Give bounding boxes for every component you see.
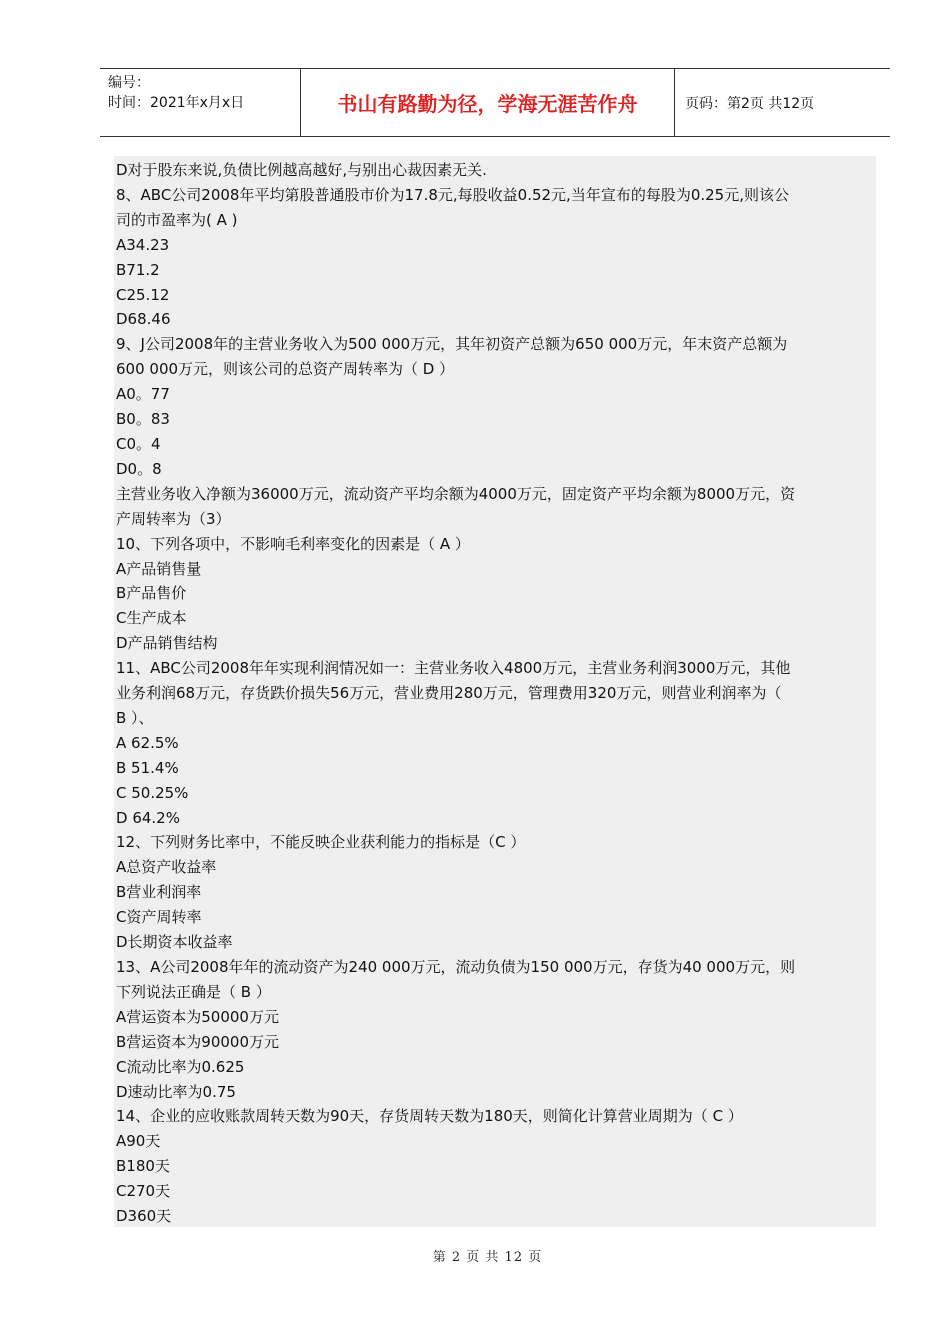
text-line: D 64.2%: [116, 808, 180, 827]
text-line: D对于股东来说,负债比例越高越好,与别出心裁因素无关.: [116, 161, 487, 179]
text-line: A90天: [116, 1132, 161, 1151]
text-line: 下列说法正确是（ B ）: [116, 982, 271, 1001]
text-line: D360天: [116, 1207, 172, 1226]
text-line: A总资产收益率: [116, 858, 217, 877]
text-line: B产品售价: [116, 584, 187, 603]
text-line: A营运资本为50000万元: [116, 1007, 279, 1026]
text-line: 10、下列各项中，不影响毛利率变化的因素是（ A ）: [116, 534, 470, 553]
text-line: A0。77: [116, 385, 170, 404]
text-line: 12、下列财务比率中，不能反映企业获利能力的指标是（C ）: [116, 833, 526, 852]
text-line: B0。83: [116, 410, 170, 429]
text-line: 13、A公司2008年年的流动资产为240 000万元，流动负债为150 000万元，存货为40 000万元，则: [116, 958, 796, 976]
header-meta: [100, 69, 301, 136]
text-line: B180天: [116, 1157, 170, 1176]
text-line: 主营业务收入净额为36000万元，流动资产平均余额为4000万元，固定资产平均余额为8000万元，资: [116, 484, 796, 503]
text-line: B71.2: [116, 260, 160, 279]
text-line: B ）、: [116, 708, 154, 727]
text-line: C25.12: [116, 285, 170, 304]
text-line: B营业利润率: [116, 883, 202, 902]
text-line: A 62.5%: [116, 733, 179, 752]
text-line: D产品销售结构: [116, 634, 218, 653]
text-line: C资产周转率: [116, 908, 202, 927]
text-line: B 51.4%: [116, 758, 179, 777]
document-body: [114, 156, 876, 1227]
text-line: 14、企业的应收账款周转天数为90天，存货周转天数为180天，则简化计算营业周期为（ C ）: [116, 1107, 743, 1126]
text-line: 600 000万元，则该公司的总资产周转率为（ D ）: [116, 360, 455, 379]
text-line: 产周转率为（3）: [116, 509, 231, 528]
text-line: C270天: [116, 1182, 171, 1201]
text-line: A34.23: [116, 235, 170, 254]
page-header: [100, 68, 890, 137]
text-line: 9、J公司2008年的主营业务收入为500 000万元，其年初资产总额为650 000万元，年末资产总额为: [116, 335, 788, 354]
text-line: C 50.25%: [116, 783, 189, 802]
text-line: 业务利润68万元，存货跌价损失56万元，营业费用280万元，管理费用320万元，则营业利润率为（: [116, 684, 782, 703]
page-footer: 第 2 页 共 12 页: [432, 1250, 543, 1265]
header-motto: 书山有路勤为径，学海无涯苦作舟: [301, 69, 675, 136]
text-line: C0。4: [116, 434, 161, 453]
header-page-info: 页码：第2页 共12页: [685, 95, 815, 112]
text-line: 11、ABC公司2008年年实现利润情况如一：主营业务收入4800万元，主营业务利润3000万元，其他: [116, 659, 791, 678]
text-line: C流动比率为0.625: [116, 1057, 245, 1076]
text-line: B营运资本为90000万元: [116, 1032, 280, 1051]
text-line: D长期资本收益率: [116, 933, 233, 952]
text-line: D68.46: [116, 310, 171, 329]
text-line: D0。8: [116, 459, 162, 478]
number-label: 编号：: [108, 75, 150, 91]
text-line: A产品销售量: [116, 559, 202, 578]
time-label: 时间：2021年x月x日: [108, 95, 245, 111]
text-line: 8、ABC公司2008年平均第股普通股市价为17.8元,每股收益0.52元,当年宣布的每股为0.25元,则该公: [116, 185, 789, 204]
text-line: C生产成本: [116, 609, 187, 628]
text-line: D速动比率为0.75: [116, 1082, 236, 1101]
text-line: 司的市盈率为( A ): [116, 210, 238, 229]
